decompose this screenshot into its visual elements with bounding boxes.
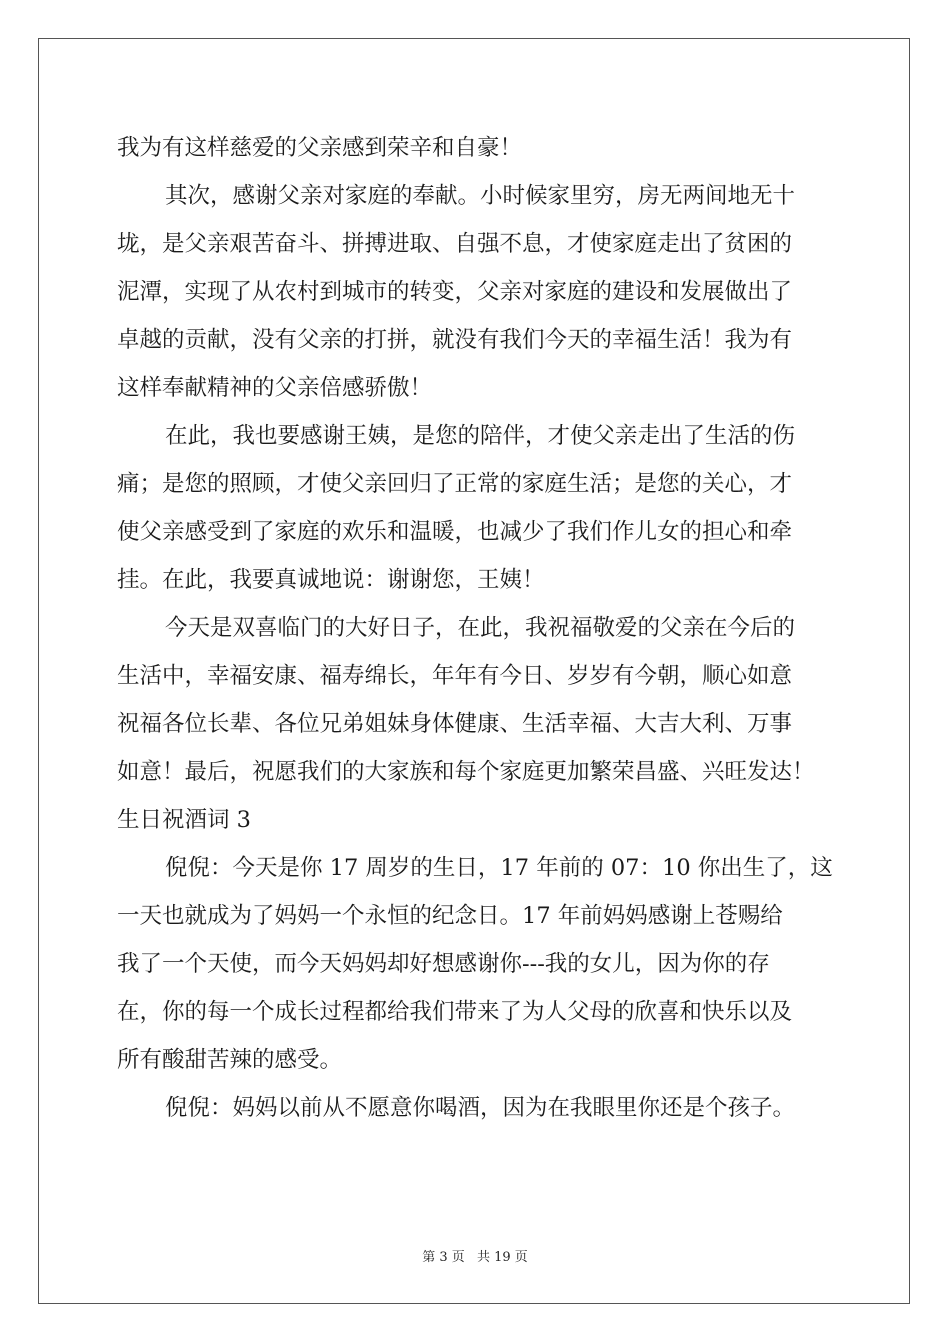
page-total: 共 19 页 — [476, 1250, 528, 1265]
text-line: 如意！最后，祝愿我们的大家族和每个家庭更加繁荣昌盛、兴旺发达！ — [117, 759, 815, 785]
text-line: 泥潭，实现了从农村到城市的转变，父亲对家庭的建设和发展做出了 — [117, 279, 793, 305]
text-line: 垅，是父亲艰苦奋斗、拼搏进取、自强不息，才使家庭走出了贫困的 — [117, 231, 793, 257]
page-number: 第 3 页 — [422, 1250, 465, 1265]
section-heading: 生日祝酒词 3 — [117, 807, 251, 833]
text-line: 在此，我也要感谢王姨，是您的陪伴，才使父亲走出了生活的伤 — [165, 423, 796, 449]
text-line: 使父亲感受到了家庭的欢乐和温暖，也减少了我们作儿女的担心和牵 — [117, 519, 793, 545]
text-line: 其次，感谢父亲对家庭的奉献。小时候家里穷，房无两间地无十 — [165, 183, 796, 209]
text-line: 挂。在此，我要真诚地说：谢谢您，王姨！ — [117, 567, 545, 593]
text-line: 我为有这样慈爱的父亲感到荣辛和自豪！ — [117, 135, 523, 161]
text-line: 所有酸甜苦辣的感受。 — [117, 1047, 343, 1073]
text-line: 痛；是您的照顾，才使父亲回归了正常的家庭生活；是您的关心，才 — [117, 471, 793, 497]
page-footer — [0, 1246, 950, 1265]
text-line: 祝福各位长辈、各位兄弟姐妹身体健康、生活幸福、大吉大利、万事 — [117, 711, 793, 737]
document-body — [117, 124, 837, 1132]
text-line: 倪倪：今天是你 17 周岁的生日，17 年前的 07：10 你出生了，这 — [165, 855, 833, 881]
text-line: 倪倪：妈妈以前从不愿意你喝酒，因为在我眼里你还是个孩子。 — [165, 1095, 796, 1121]
text-line: 我了一个天使，而今天妈妈却好想感谢你---我的女儿，因为你的存 — [117, 951, 770, 977]
text-line: 一天也就成为了妈妈一个永恒的纪念日。17 年前妈妈感谢上苍赐给 — [117, 903, 783, 929]
text-line: 卓越的贡献，没有父亲的打拼，就没有我们今天的幸福生活！我为有 — [117, 327, 793, 353]
text-line: 这样奉献精神的父亲倍感骄傲！ — [117, 375, 433, 401]
text-line: 在，你的每一个成长过程都给我们带来了为人父母的欣喜和快乐以及 — [117, 999, 793, 1025]
text-line: 生活中，幸福安康、福寿绵长，年年有今日、岁岁有今朝，顺心如意 — [117, 663, 793, 689]
text-line: 今天是双喜临门的大好日子，在此，我祝福敬爱的父亲在今后的 — [165, 615, 796, 641]
